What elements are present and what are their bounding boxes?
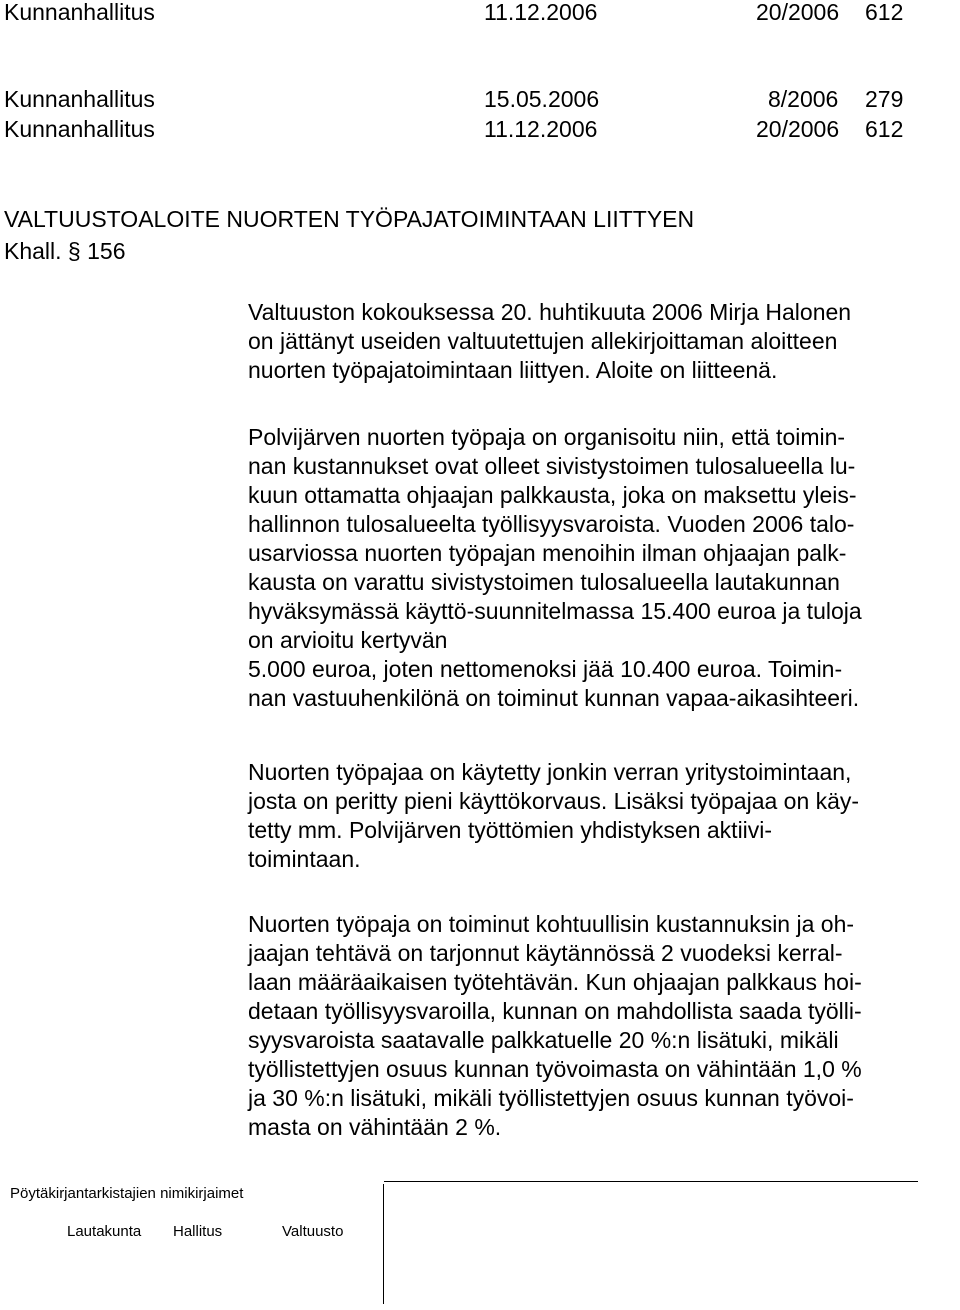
record-body: Kunnanhallitus — [4, 86, 155, 112]
record-number: 20/2006 — [756, 0, 840, 25]
heading: VALTUUSTOALOITE NUORTEN TYÖPAJATOIMINTAAN LIITTYEN — [4, 206, 695, 232]
record-date: 15.05.2006 — [484, 86, 600, 112]
footer-divider — [383, 1184, 384, 1304]
paragraph: Nuorten työpaja on toiminut kohtuullisin kustannuksin ja oh- jaajan tehtävä on tarjonnut käytännössä 2 vuodeksi kerral- laan määräaikaisen työtehtävän. Kun ohjaajan palkkaus hoi- detaan työllisyysvaroilla, kunnan on mahdollista saada työlli- syysvaroista saatavalle palkkatuelle 20 %:n lisätuki, mikäli työllistettyjen osuus kunnan työvoimasta on vähintään 1,0 % ja 30 %:n lisätuki, mikäli työllistettyjen osuus kunnan työvoi- masta on vähintään 2 %. — [248, 911, 862, 1140]
footer-column-hallitus: Hallitus — [173, 1223, 223, 1240]
record-page: 612 — [865, 0, 904, 25]
footer-title: Pöytäkirjantarkistajien nimikirjaimet — [10, 1185, 244, 1202]
paragraph: Nuorten työpajaa on käytetty jonkin verran yritystoimintaan, josta on peritty pieni käyttökorvaus. Lisäksi työpajaa on käy- tetty mm. Polvijärven työttömien yhdistyksen aktiivi- toimintaan. — [248, 759, 860, 872]
record-number: 20/2006 — [756, 116, 840, 142]
section-number: Khall. § 156 — [4, 238, 126, 264]
record-page: 612 — [865, 116, 904, 142]
footer-divider — [384, 1181, 918, 1182]
paragraph: Valtuuston kokouksessa 20. huhtikuuta 2006 Mirja Halonen on jättänyt useiden valtuutettujen allekirjoittaman aloitteen nuorten työpajatoimintaan liittyen. Aloite on liitteenä. — [248, 299, 852, 383]
record-number: 8/2006 — [768, 86, 839, 112]
footer-column-lautakunta: Lautakunta — [67, 1223, 142, 1240]
record-body: Kunnanhallitus — [4, 0, 155, 25]
record-body: Kunnanhallitus — [4, 116, 155, 142]
record-date: 11.12.2006 — [484, 0, 598, 25]
record-date: 11.12.2006 — [484, 116, 598, 142]
footer-column-valtuusto: Valtuusto — [282, 1223, 344, 1240]
paragraph: Polvijärven nuorten työpaja on organisoitu niin, että toimin- nan kustannukset ovat olleet sivistystoimen tulosalueella lu- kuun ottamatta ohjaajan palkkausta, joka on maksettu yleis- hallinnon tulosalueelta työllisyysvaroista. Vuoden 2006 talo- usarviossa nuorten työpajan menoihin ilman ohjaajan palk- kausta on varattu sivistystoimen tulosalueella lautakunnan hyväksymässä käyttö-suunnitelmassa 15.400 euroa ja tuloja on arvioitu kertyvän 5.000 euroa, joten nettomenoksi jää 10.400 euroa. Toimin- nan vastuuhenkilönä on toiminut kunnan vapaa-aikasihteeri. — [248, 424, 862, 711]
record-page: 279 — [865, 86, 904, 112]
